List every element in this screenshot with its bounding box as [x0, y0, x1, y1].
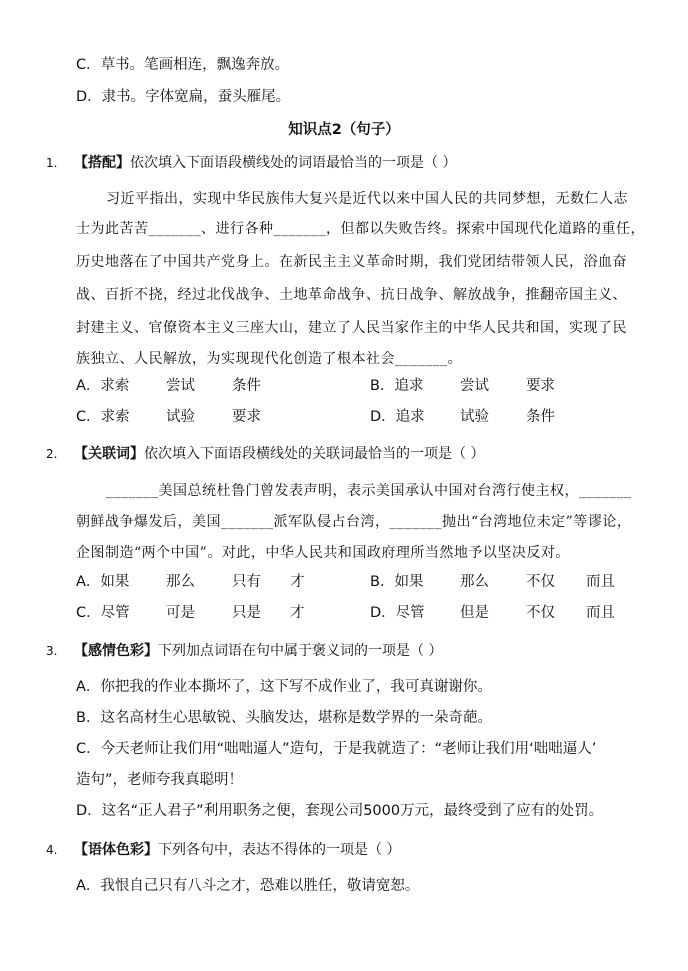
q1-option-b: B．追求	[370, 378, 424, 394]
question-text: 依次填入下面语段横线处的关联词最恰当的一项是（ ）	[144, 446, 485, 462]
q2-option-b-word: 不仅	[526, 574, 555, 590]
q1-option-a-word: 条件	[232, 378, 261, 394]
q3-option-c-cont: 造句”，老师夸我真聪明！	[76, 772, 244, 788]
q2-option-b-word: 而且	[586, 574, 615, 590]
q1-option-b-word: 要求	[526, 378, 555, 394]
passage-line: 朝鲜战争爆发后，美国_______派军队侵占台湾，_______抛出“台湾地位未定”等谬论，	[76, 514, 632, 530]
question-tag: 【关联词】	[74, 446, 144, 462]
question-4-stem	[46, 840, 400, 860]
q3-option-a: A．你把我的作业本撕坏了，这下写不成作业了，我可真谢谢你。	[76, 679, 492, 695]
q2-option-a: A．如果	[76, 574, 130, 590]
option-c-top: C．草书。笔画相连，飘逸奔放。	[76, 57, 290, 73]
section-title: 知识点2（句子）	[288, 122, 400, 138]
passage-line: 战、百折不挠，经过北伐战争、土地革命战争、抗日战争、解放战争，推翻帝国主义、	[76, 287, 627, 303]
q3-option-b: B．这名高材生心思敏锐、头脑发达，堪称是数学界的一朵奇葩。	[76, 710, 492, 726]
q2-option-c-word: 只是	[232, 605, 261, 621]
q1-option-b-word: 尝试	[460, 378, 489, 394]
q2-option-a-word: 才	[290, 574, 305, 590]
q2-option-c-word: 才	[290, 605, 305, 621]
q2-option-a-word: 那么	[166, 574, 195, 590]
question-text: 下列加点词语在句中属于褒义词的一项是（ ）	[158, 643, 443, 659]
passage-line: 封建主义、官僚资本主义三座大山，建立了人民当家作主的中华人民共和国，实现了民	[76, 320, 627, 336]
question-1-stem	[46, 153, 456, 173]
passage-line: 历史地落在了中国共产党身上。在新民主主义革命时期，我们党团结带领人民，浴血奋	[76, 254, 627, 270]
q2-option-c-word: 可是	[166, 605, 195, 621]
passage-line: 士为此苦苦_______、进行各种_______，但都以失败告终。探索中国现代化道路的重任，	[76, 221, 645, 237]
passage-line: 族独立、人民解放，为实现现代化创造了根本社会_______。	[76, 351, 462, 367]
passage-line: 习近平指出，实现中华民族伟大复兴是近代以来中国人民的共同梦想，无数仁人志	[106, 191, 628, 207]
q2-option-d-word: 而且	[586, 605, 615, 621]
question-number: 2.	[46, 447, 58, 461]
q2-option-d-word: 不仅	[526, 605, 555, 621]
q1-option-c-word: 要求	[232, 409, 261, 425]
q1-option-a-word: 尝试	[166, 378, 195, 394]
question-2-stem	[46, 444, 484, 464]
q2-option-d: D．尽管	[370, 605, 425, 621]
q2-option-b: B．如果	[370, 574, 424, 590]
q1-option-d-word: 试验	[460, 409, 489, 425]
question-number: 4.	[46, 843, 58, 857]
q3-option-c: C．今天老师让我们用“咄咄逼人”造句，于是我就造了：“老师让我们用‘咄咄逼人’	[76, 741, 597, 757]
option-d-top: D．隶书。字体宽扁，蚕头雁尾。	[76, 89, 291, 105]
q3-option-d: D．这名“正人君子”利用职务之便，套现公司5000万元，最终受到了应有的处罚。	[76, 803, 604, 819]
q1-option-c: C．求索	[76, 409, 130, 425]
question-text: 下列各句中，表达不得体的一项是（ ）	[158, 842, 401, 858]
question-text: 依次填入下面语段横线处的词语最恰当的一项是（ ）	[130, 155, 457, 171]
q1-option-c-word: 试验	[166, 409, 195, 425]
q1-option-d: D．追求	[370, 409, 425, 425]
question-3-stem	[46, 641, 442, 661]
question-tag: 【语体色彩】	[74, 842, 158, 858]
passage-line: 企图制造“两个中国”。对此，中华人民共和国政府理所当然地予以坚决反对。	[76, 545, 570, 561]
q2-option-a-word: 只有	[232, 574, 261, 590]
q2-option-d-word: 但是	[460, 605, 489, 621]
q1-option-d-word: 条件	[526, 409, 555, 425]
question-tag: 【搭配】	[74, 155, 130, 171]
q2-option-c: C．尽管	[76, 605, 130, 621]
q4-option-a: A．我恨自己只有八斗之才，恐难以胜任，敬请宽恕。	[76, 878, 420, 894]
question-number: 1.	[46, 156, 58, 170]
q1-option-a: A．求索	[76, 378, 130, 394]
q2-option-b-word: 那么	[460, 574, 489, 590]
passage-line: _______美国总统杜鲁门曾发表声明，表示美国承认中国对台湾行使主权，_______	[106, 483, 632, 499]
question-number: 3.	[46, 644, 58, 658]
question-tag: 【感情色彩】	[74, 643, 158, 659]
